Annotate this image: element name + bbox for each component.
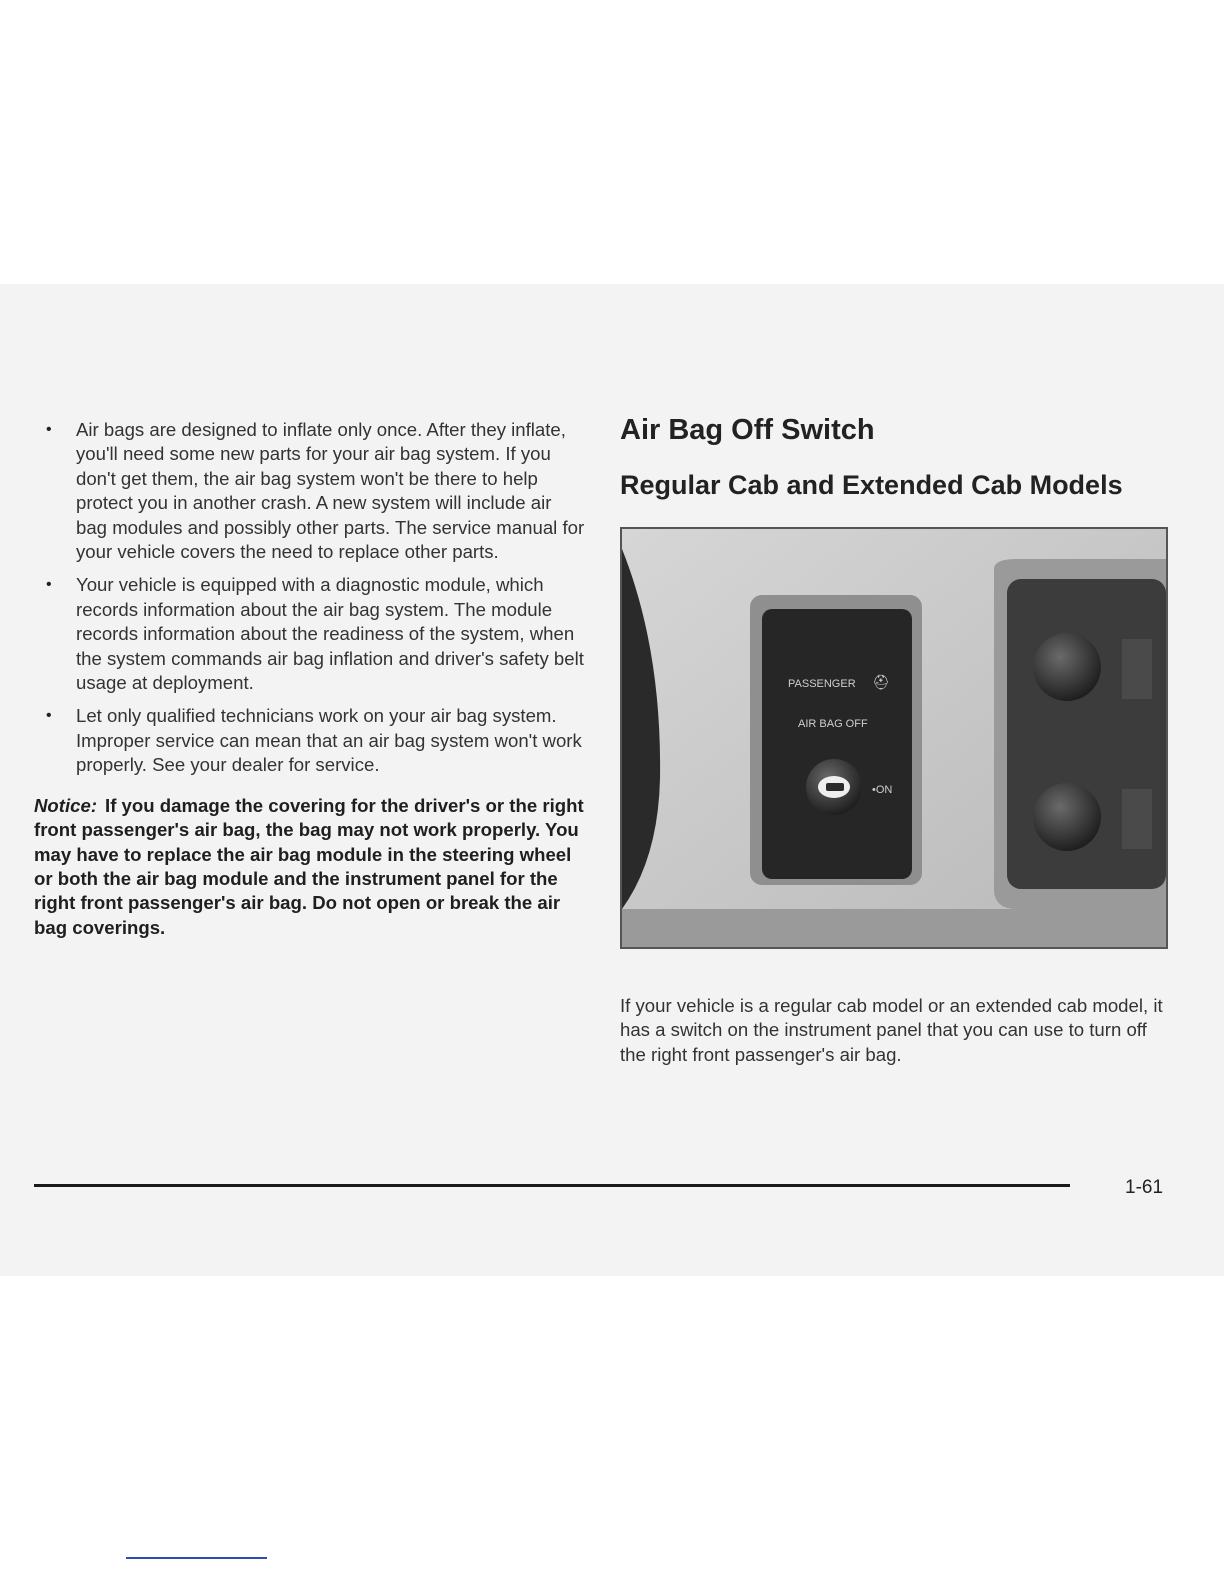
left-column [34,418,586,940]
switch-bezel [762,609,912,879]
page-number: 1-61 [1125,1177,1164,1198]
control-knob [1033,633,1101,701]
section-heading: Air Bag Off Switch [620,414,875,446]
airbag-person-icon: ⛑ [872,675,890,691]
right-paragraph: If your vehicle is a regular cab model or an extended cab model, it has a switch on the instrument panel that you can use to turn off the right front passenger's air bag. [620,995,1163,1065]
bullet-text: Air bags are designed to inflate only once. After they inflate, you'll need some new parts for your air bag system. If you don't get them, the air bag system won't be there to help protect you in another crash. A new system will include air bag modules and possibly other parts. The service manual for your vehicle covers the need to replace other parts. [76,419,585,563]
section-subheading: Regular Cab and Extended Cab Models [620,470,1123,500]
notice-label: Notice: [34,794,98,816]
air-bag-switch-photo [620,527,1168,949]
footer-rule [34,1184,1070,1187]
list-item [34,573,586,695]
photo-illustration [622,529,1166,947]
notice-text: If you damage the covering for the driver's or the right front passenger's air bag, the bag may not work properly. You may have to replace the air bag module in the steering wheel or both the air bag module and the instrument panel for the right front passenger's air bag. Do not open or break the air bag coverings. [34,794,584,938]
bullet-text: Your vehicle is equipped with a diagnostic module, which records information about the air bag system. The module records information about the readiness of the system, when the system commands air bag inflation and driver's safety belt usage at deployment. [76,574,584,694]
bullet-text: Let only qualified technicians work on your air bag system. Improper service can mean that an air bag system won't work properly. See your dealer for service. [76,705,582,776]
footer-link-underline [126,1557,267,1559]
list-item [34,418,586,564]
notice-block [34,794,586,940]
list-item [34,704,586,777]
bullet-icon: • [46,576,52,594]
switch-label-air-bag-off: AIR BAG OFF [798,718,868,730]
switch-label-passenger: PASSENGER [788,678,856,690]
right-column [620,412,1180,502]
bullet-icon: • [46,421,52,438]
bullet-icon: • [46,707,52,725]
bullet-list [34,418,586,778]
control-knob [1033,783,1101,851]
switch-label-on: •ON [872,784,893,796]
